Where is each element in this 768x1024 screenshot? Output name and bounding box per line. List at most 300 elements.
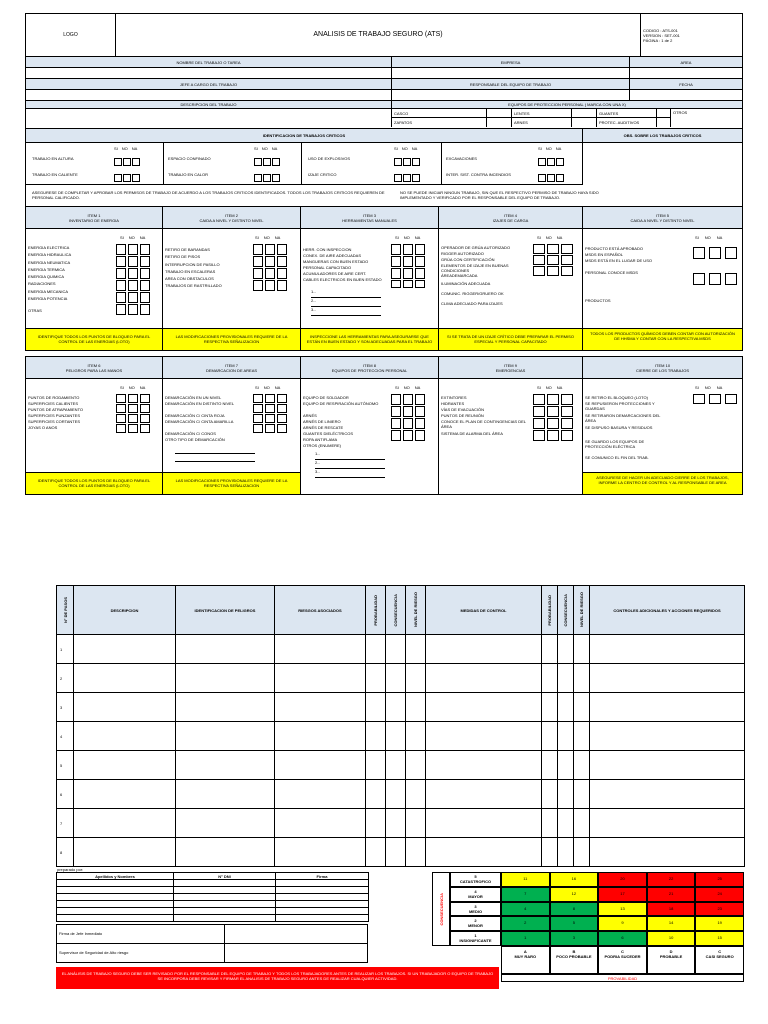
field-company-input[interactable] xyxy=(392,68,630,79)
cell[interactable] xyxy=(174,915,276,922)
cell[interactable] xyxy=(176,722,275,751)
risk-cell: 7 xyxy=(501,887,550,902)
item-1-footer: IDENTIFIQUE TODOS LOS PUNTOS DE BLOQUEO PARA EL CONTROL DE LAS ENERGIAS (LOTO) xyxy=(26,328,162,350)
cell[interactable] xyxy=(558,780,574,809)
line: SE DISPUSO BASURA Y RESIDUOS xyxy=(585,425,653,430)
item-9-panel xyxy=(439,357,583,494)
cell[interactable] xyxy=(174,880,276,887)
cell[interactable] xyxy=(590,809,745,838)
critical-snn-header: SI NO NA xyxy=(114,146,138,151)
line: OTRO TIPO DE DEMARCACIÓN xyxy=(165,437,225,442)
item-4-lines xyxy=(441,245,533,309)
risk-cell: 8 xyxy=(550,902,599,917)
cell[interactable] xyxy=(176,664,275,693)
item-8-snn: SI NO NA xyxy=(395,385,421,390)
line: ÁREADEMARCADA xyxy=(441,273,478,278)
cell[interactable] xyxy=(275,809,366,838)
risk-cell: 21 xyxy=(647,887,696,902)
cell[interactable] xyxy=(174,908,276,915)
cell[interactable] xyxy=(574,751,590,780)
step-number: 7 xyxy=(57,809,74,838)
page-line: PÁGINA : 1 de 2 xyxy=(643,38,673,43)
cell[interactable] xyxy=(406,722,426,751)
line: TRABAJOS DE RASTRILLADO xyxy=(165,283,222,289)
cell[interactable] xyxy=(426,780,542,809)
line: COMUNIC. RIGGER/GRUERO OK xyxy=(441,291,504,296)
cell[interactable] xyxy=(366,780,386,809)
item-6-panel xyxy=(26,357,163,494)
risk-cell: 6 xyxy=(598,931,647,946)
line: ROPA ANTIFLAMA xyxy=(303,437,338,442)
item-6-footer: IDENTIFIQUE TODOS LOS PUNTOS DE BLOQUEO PARA EL CONTROL DE LAS ENERGIAS (LOTO) xyxy=(26,472,162,494)
field-area-label: AREA xyxy=(630,57,742,68)
risk-cell: 18 xyxy=(647,902,696,917)
table-row xyxy=(57,780,745,809)
epp-auditivos[interactable]: PROTEC. AUDITIVOS xyxy=(597,118,657,127)
page-title: ANALISIS DE TRABAJO SEGURO (ATS) xyxy=(313,31,443,38)
item-2-checks[interactable] xyxy=(253,244,293,291)
cell[interactable] xyxy=(74,635,176,664)
cell[interactable] xyxy=(406,635,426,664)
cell[interactable] xyxy=(176,635,275,664)
risk-cell: 25 xyxy=(695,872,744,887)
field-team-lead-label: RESPONSABLE DEL EQUIPO DE TRABAJO xyxy=(392,79,630,90)
risk-cell: 5 xyxy=(550,916,599,931)
epp-casco[interactable]: CASCO xyxy=(392,109,487,118)
cell[interactable] xyxy=(176,751,275,780)
ats-header xyxy=(25,13,743,57)
cell[interactable] xyxy=(74,838,176,867)
col-probabilidad: PROBABILIDAD xyxy=(366,586,386,635)
line: ENERGIA ELECTRICA xyxy=(28,245,70,250)
cell[interactable] xyxy=(574,693,590,722)
signatures-table xyxy=(56,872,369,922)
field-description-input[interactable] xyxy=(26,109,392,127)
cell[interactable] xyxy=(276,880,369,887)
cell[interactable] xyxy=(590,693,745,722)
cell[interactable] xyxy=(366,635,386,664)
cell[interactable] xyxy=(176,780,275,809)
critical-izaje-checks[interactable] xyxy=(394,169,421,187)
consequence-level-label: 1 INSIGNIFICANTE xyxy=(450,931,501,946)
item-5-panel xyxy=(583,207,742,350)
cell[interactable] xyxy=(574,780,590,809)
cell[interactable] xyxy=(386,809,406,838)
cell[interactable] xyxy=(366,809,386,838)
item-10-title: ITEM 10 CIERRE DE LOS TRABAJOS xyxy=(583,357,742,379)
epp-arnes[interactable]: ARNES xyxy=(512,118,572,127)
col-consecuencia-2: CONSECUENCIA xyxy=(558,586,574,635)
cell[interactable] xyxy=(574,664,590,693)
field-epp-label: EQUIPOS DE PROTECCION PERSONAL ( MARCA CON UNA X) xyxy=(392,101,742,109)
cell[interactable] xyxy=(74,693,176,722)
cell[interactable] xyxy=(426,664,542,693)
line: SE COMUNICO EL FIN DEL TRAB. xyxy=(585,455,649,460)
line: SUPERFICIES CORTANTES xyxy=(28,419,81,424)
cell[interactable] xyxy=(574,722,590,751)
item-10-footer: ASEGURESE DE HACER UN ADECUADO CIERRE DE LOS TRABAJOS, INFORME LA CENTRO DE CONTROL Y AL RESPONSABLE DE AREA xyxy=(583,472,742,494)
line: EXTINTORES xyxy=(441,395,467,400)
line: OTRAS xyxy=(28,308,42,314)
epp-guantes[interactable]: GUANTES xyxy=(597,109,657,118)
consequence-level-label: 5 CATASTROFICO xyxy=(450,872,501,887)
critical-note-left: ASEGURESE DE COMPLETAR Y APROBAR LOS PERMISOS DE TRABAJO DE ACUERDO A LOS TRABAJOS CRITICOS IDENTIFICADOS. TODOS LOS TRABAJOS CRITICOS REQUIEREN DE PERSONAL CALIFICADO. xyxy=(32,190,385,200)
line: DEMARCACIÓN C/ CINTA AMARILLA xyxy=(165,419,234,424)
step-number: 5 xyxy=(57,751,74,780)
cell[interactable] xyxy=(406,809,426,838)
cell[interactable] xyxy=(276,894,369,901)
line: RADIACIONES xyxy=(28,281,56,287)
col-probabilidad-2: PROBABILIDAD xyxy=(542,586,558,635)
critical-snn-header: SI NO NA xyxy=(538,146,562,151)
cell[interactable] xyxy=(275,838,366,867)
line: CLIMA ADECUADO PARA IZAJES xyxy=(441,301,503,306)
epp-lentes-check[interactable] xyxy=(572,109,597,118)
line: ENERGIA HIDRAULICA xyxy=(28,252,72,258)
cell[interactable] xyxy=(366,664,386,693)
cell[interactable] xyxy=(590,838,745,867)
item-2-snn: SI NO NA xyxy=(255,235,281,240)
cell[interactable] xyxy=(406,780,426,809)
signatures-block xyxy=(56,872,368,922)
epp-grid xyxy=(392,109,742,127)
cell[interactable] xyxy=(590,722,745,751)
cell[interactable] xyxy=(176,693,275,722)
consequence-level-label: 4 MAYOR xyxy=(450,887,501,902)
item-4-checks[interactable] xyxy=(533,244,577,276)
item-4-snn: SI NO NA xyxy=(537,235,563,240)
cell[interactable] xyxy=(406,751,426,780)
critical-group-1 xyxy=(26,143,164,185)
probability-axis-label: PROVABILIDAD xyxy=(501,974,744,982)
risk-cell: 10 xyxy=(647,931,696,946)
step-number: 3 xyxy=(57,693,74,722)
warning-banner: EL ANÁLISIS DE TRABAJO SEGURO DEBE SER REVISADO POR EL RESPONSABLE DEL EQUIPO DE TRABAJO Y TODOS LOS TRABAJADORES ANTES DE REALIZAR LOS TRABAJOS. SI UN TRABAJADOR O EQUIPO DE TRABAJO SE INCORPORA DEBE REVISAR Y FIRMAR EL ANALISIS DE TRABAJO SEGURO ANTES DE REALIZAR CUALQUIER ACTIVIDAD. xyxy=(56,967,499,989)
item-2-footer: LAS MODIFICACIONES PROVISIONALES REQUIERE DE LA RESPECTIVA SEÑALIZACION xyxy=(163,328,300,350)
cell[interactable] xyxy=(558,635,574,664)
cell[interactable] xyxy=(558,664,574,693)
risk-cell: 13 xyxy=(598,902,647,917)
cell[interactable] xyxy=(174,894,276,901)
cell[interactable] xyxy=(590,635,745,664)
blank-line[interactable]: 3.- xyxy=(311,307,381,316)
cell[interactable] xyxy=(590,751,745,780)
cell[interactable] xyxy=(426,838,542,867)
top-fields xyxy=(25,57,743,129)
item-9-snn: SI NO NA xyxy=(537,385,563,390)
probability-level-label: C CASI SEGURO xyxy=(695,946,744,974)
consequence-axis xyxy=(432,872,450,946)
item-7-title: ITEM 7 DEMARCACION DE AREAS xyxy=(163,357,300,379)
critical-item-izaje: IZAJE CRITICO xyxy=(308,172,337,177)
cell[interactable] xyxy=(366,838,386,867)
cell[interactable] xyxy=(542,722,558,751)
item-7-checks[interactable] xyxy=(253,394,293,433)
item-7-blank-1[interactable] xyxy=(175,449,255,454)
risk-cell: 17 xyxy=(598,887,647,902)
blank-line[interactable]: 2.- xyxy=(315,460,385,469)
item-1-checks[interactable] xyxy=(116,244,156,315)
cell[interactable] xyxy=(174,901,276,908)
line: JOYAS O ANOS xyxy=(28,425,58,430)
blank-line[interactable]: 1.- xyxy=(311,289,381,298)
item-3-title: ITEM 3 HERRAMIENTAS MANUALES xyxy=(301,207,438,229)
cell[interactable] xyxy=(276,908,369,915)
cell[interactable] xyxy=(426,751,542,780)
line: GRÚA CON CERTIFICACIÓN xyxy=(441,257,495,262)
critical-obs-input[interactable] xyxy=(583,143,742,185)
cell[interactable] xyxy=(386,751,406,780)
item-8-checks[interactable] xyxy=(391,394,431,441)
epp-zapatos[interactable]: ZAPATOS xyxy=(392,118,487,127)
cell[interactable] xyxy=(558,693,574,722)
cell[interactable] xyxy=(74,780,176,809)
item-5-checks[interactable] xyxy=(693,247,739,285)
cell[interactable] xyxy=(276,901,369,908)
epp-lentes[interactable]: LENTES xyxy=(512,109,572,118)
line: ACUMULADORES DE AIRE CERT. xyxy=(303,271,367,276)
line: HERR. CON INSPECCION xyxy=(303,247,352,252)
line: PERSONAL CONOCE MSDS xyxy=(585,270,638,275)
cell[interactable] xyxy=(542,838,558,867)
field-team-lead-input[interactable] xyxy=(392,90,630,101)
cell[interactable] xyxy=(275,635,366,664)
jefe-signature-label: Firma de Jefe Inmediato xyxy=(59,931,103,936)
cell[interactable] xyxy=(57,901,174,908)
cell[interactable] xyxy=(590,780,745,809)
line: SE RETIRARON DEMARCACIONES DEL ÁREA xyxy=(585,413,661,423)
cell[interactable] xyxy=(406,693,426,722)
risk-cell: 15 xyxy=(695,931,744,946)
cell[interactable] xyxy=(558,838,574,867)
line: PRODUCTOS xyxy=(585,298,611,303)
line: PUNTOS DE RODAMIENTO xyxy=(28,395,80,400)
cell[interactable] xyxy=(574,809,590,838)
critical-incendios-checks[interactable] xyxy=(538,169,565,187)
item-3-footer: INSPECCIONE LAS HERRAMIENTAS PARA ASEGURARSE QUE ESTÁN EN BUEN ESTADO Y SON ADECUADAS PARA EL TRABAJO xyxy=(301,328,438,350)
risk-matrix xyxy=(432,872,744,982)
supervisor-signature-box[interactable] xyxy=(56,943,368,963)
line: TRABAJO EN ESCALERAS xyxy=(165,268,216,274)
cell[interactable] xyxy=(276,915,369,922)
cell[interactable] xyxy=(426,693,542,722)
critical-obs-title: OBS. SOBRE LOS TRABAJOS CRITICOS xyxy=(583,129,742,143)
cell[interactable] xyxy=(74,664,176,693)
item-5-lines xyxy=(585,246,670,304)
item-9-checks[interactable] xyxy=(533,394,577,441)
line: GUANTES DIELÉCTRICOS xyxy=(303,431,354,436)
cell[interactable] xyxy=(558,722,574,751)
col-dni: N° DNI xyxy=(174,873,276,880)
table-row xyxy=(57,809,745,838)
cell[interactable] xyxy=(542,809,558,838)
items-row-1 xyxy=(25,207,743,351)
item-6-title: ITEM 6 PELIGROS PARA LAS MANOS xyxy=(26,357,162,379)
line: PUNTOS DE REUNIÓN xyxy=(441,413,484,418)
line: ARNÉS DE LINIERO xyxy=(303,419,341,424)
line: EQUIPO DE SOLDADOR xyxy=(303,395,349,400)
item-7-footer: LAS MODIFICACIONES PROVISIONALES REQUIERE DE LA RESPECTIVA SEÑALIZACION xyxy=(163,472,300,494)
cell[interactable] xyxy=(542,635,558,664)
cell[interactable] xyxy=(386,780,406,809)
cell[interactable] xyxy=(426,809,542,838)
critical-item-altura: TRABAJO EN ALTURA xyxy=(32,156,74,161)
item-10-panel xyxy=(583,357,742,494)
line: RETIRO DE BARANDAS xyxy=(165,247,210,252)
col-peligros: IDENTIFICACION DE PELIGROS xyxy=(176,586,275,635)
critical-group-4 xyxy=(442,143,582,185)
cell[interactable] xyxy=(542,693,558,722)
risk-cell: 14 xyxy=(647,916,696,931)
line: PRODUCTO ESTÁ APROBADO xyxy=(585,246,643,251)
col-nivel: NIVEL DE RIESGO xyxy=(406,586,426,635)
col-firma: Firma xyxy=(276,873,369,880)
line: OTROS (ENUMERE) xyxy=(303,443,341,448)
line: MSDS ESTÁ EN EL LUGAR DE USO xyxy=(585,258,652,263)
cell[interactable] xyxy=(57,887,174,894)
item-6-checks[interactable] xyxy=(116,394,156,433)
cell[interactable] xyxy=(406,664,426,693)
cell[interactable] xyxy=(366,693,386,722)
cell[interactable] xyxy=(386,838,406,867)
blank-line[interactable]: 3.- xyxy=(315,469,385,478)
critical-caliente-checks[interactable] xyxy=(114,169,141,187)
item-7-snn: SI NO NA xyxy=(255,385,281,390)
cell[interactable] xyxy=(366,722,386,751)
cell[interactable] xyxy=(57,915,174,922)
field-area-input[interactable] xyxy=(630,68,742,79)
cell[interactable] xyxy=(574,635,590,664)
cell[interactable] xyxy=(558,809,574,838)
cell[interactable] xyxy=(542,664,558,693)
critical-calor-checks[interactable] xyxy=(254,169,281,187)
table-row xyxy=(57,751,745,780)
line: SISTEMA DE ALARMA DEL ÁREA xyxy=(441,431,503,436)
cell[interactable] xyxy=(275,751,366,780)
cell[interactable] xyxy=(74,809,176,838)
cell[interactable] xyxy=(386,693,406,722)
col-medidas: MEDIDAS DE CONTROL xyxy=(426,586,542,635)
probability-level-label: D PROBABLE xyxy=(647,946,696,974)
col-riesgos: RIESGOS ASOCIADOS xyxy=(275,586,366,635)
cell[interactable] xyxy=(406,838,426,867)
critical-item-incendios: INTER. SIST. CONTRA INCENDIOS xyxy=(446,172,511,177)
item-9-lines xyxy=(441,395,531,443)
item-3-checks[interactable] xyxy=(391,244,431,288)
cell[interactable] xyxy=(275,693,366,722)
field-boss-input[interactable] xyxy=(26,90,392,101)
item-4-title: ITEM 4 IZAJES DE CARGA xyxy=(439,207,582,229)
line: ELEMENTOS DE IZAJE EN BUENAS CONDICIONES xyxy=(441,263,509,273)
field-boss-label: JEFE A CARGO DEL TRABAJO xyxy=(26,79,392,90)
item-6-lines xyxy=(28,395,118,431)
risk-cell: 20 xyxy=(598,872,647,887)
critical-group-2 xyxy=(164,143,302,185)
line: SUPERFICIES CALIENTES xyxy=(28,401,79,406)
critical-works-title: IDENTIFICACION DE TRABAJOS CRITICOS xyxy=(26,129,583,143)
cell[interactable] xyxy=(275,664,366,693)
epp-zapatos-check[interactable] xyxy=(487,118,512,127)
item-3-lines xyxy=(303,247,393,316)
blank-line[interactable]: 2.- xyxy=(311,298,381,307)
item-2-title: ITEM 2 CAIDA A NIVEL Y DISTINTO NIVEL xyxy=(163,207,300,229)
line: RETIRO DE PISOS xyxy=(165,254,201,260)
epp-auditivos-check[interactable] xyxy=(657,118,671,127)
cell[interactable] xyxy=(386,664,406,693)
cell[interactable] xyxy=(366,751,386,780)
cell[interactable] xyxy=(57,894,174,901)
line: ARNÉS DE RESCATE xyxy=(303,425,344,430)
field-task-name-label: NOMBRE DEL TRABAJO O TAREA xyxy=(26,57,392,68)
line: DEMARCACIÓN EN DISTINTO NIVEL xyxy=(165,401,235,406)
divider xyxy=(224,944,225,962)
cell[interactable] xyxy=(276,887,369,894)
cell[interactable] xyxy=(574,838,590,867)
item-1-title: ITEM 1 INVENTARIO DE ENERGIA xyxy=(26,207,162,229)
matrix-grid xyxy=(450,872,744,946)
epp-arnes-check[interactable] xyxy=(572,118,597,127)
col-nombres: Apellidos y Nombres xyxy=(57,873,174,880)
cell[interactable] xyxy=(590,664,745,693)
cell[interactable] xyxy=(386,722,406,751)
line: DEMARCACIÓN C/ CONOS xyxy=(165,431,216,436)
line: ENERGIA NEUMATICA xyxy=(28,259,71,265)
blank-line[interactable]: 1.- xyxy=(315,451,385,460)
item-10-snn: SI NO NA xyxy=(695,385,723,390)
cell[interactable] xyxy=(176,809,275,838)
field-date-input[interactable] xyxy=(630,90,742,101)
step-number: 2 xyxy=(57,664,74,693)
cell[interactable] xyxy=(74,751,176,780)
item-10-checks[interactable] xyxy=(693,394,739,404)
line: VÍAS DE EVACUACIÓN xyxy=(441,407,485,412)
col-controles: CONTROLES ADICIONALES Y ACCIONES REQUERIDOS xyxy=(590,586,745,635)
epp-casco-check[interactable] xyxy=(487,109,512,118)
line: MANGUERAS CON BUEN ESTADO xyxy=(303,259,369,264)
cell[interactable] xyxy=(426,635,542,664)
line: OPERADOR DE GRÚA AUTORIZADO xyxy=(441,245,511,250)
critical-item-confinado: ESPACIO CONFINADO xyxy=(168,156,211,161)
cell[interactable] xyxy=(57,908,174,915)
risk-cell: 16 xyxy=(550,872,599,887)
item-7-blank-2[interactable] xyxy=(175,457,255,462)
cell[interactable] xyxy=(275,722,366,751)
jefe-signature-box[interactable] xyxy=(56,924,368,944)
cell[interactable] xyxy=(558,751,574,780)
line: DEMARCACIÓN EN UN NIVEL xyxy=(165,395,222,400)
probability-level-label: B POCO PROBABLE xyxy=(550,946,599,974)
cell[interactable] xyxy=(542,751,558,780)
cell[interactable] xyxy=(176,838,275,867)
critical-grid xyxy=(26,143,583,185)
cell[interactable] xyxy=(74,722,176,751)
epp-guantes-check[interactable] xyxy=(657,109,671,118)
item-4-panel xyxy=(439,207,583,350)
cell[interactable] xyxy=(275,780,366,809)
version-line: VERSION : SET-001 xyxy=(643,33,680,38)
epp-otros[interactable]: OTROS xyxy=(673,110,688,115)
item-8-panel xyxy=(301,357,439,494)
steps-table-wrap xyxy=(56,585,744,867)
cell[interactable] xyxy=(542,780,558,809)
cell[interactable] xyxy=(386,635,406,664)
item-9-title: ITEM 9 EMERGENCIAS xyxy=(439,357,582,379)
item-2-lines xyxy=(165,247,255,291)
cell[interactable] xyxy=(174,887,276,894)
cell[interactable] xyxy=(426,722,542,751)
cell[interactable] xyxy=(57,880,174,887)
field-task-name-input[interactable] xyxy=(26,68,392,79)
